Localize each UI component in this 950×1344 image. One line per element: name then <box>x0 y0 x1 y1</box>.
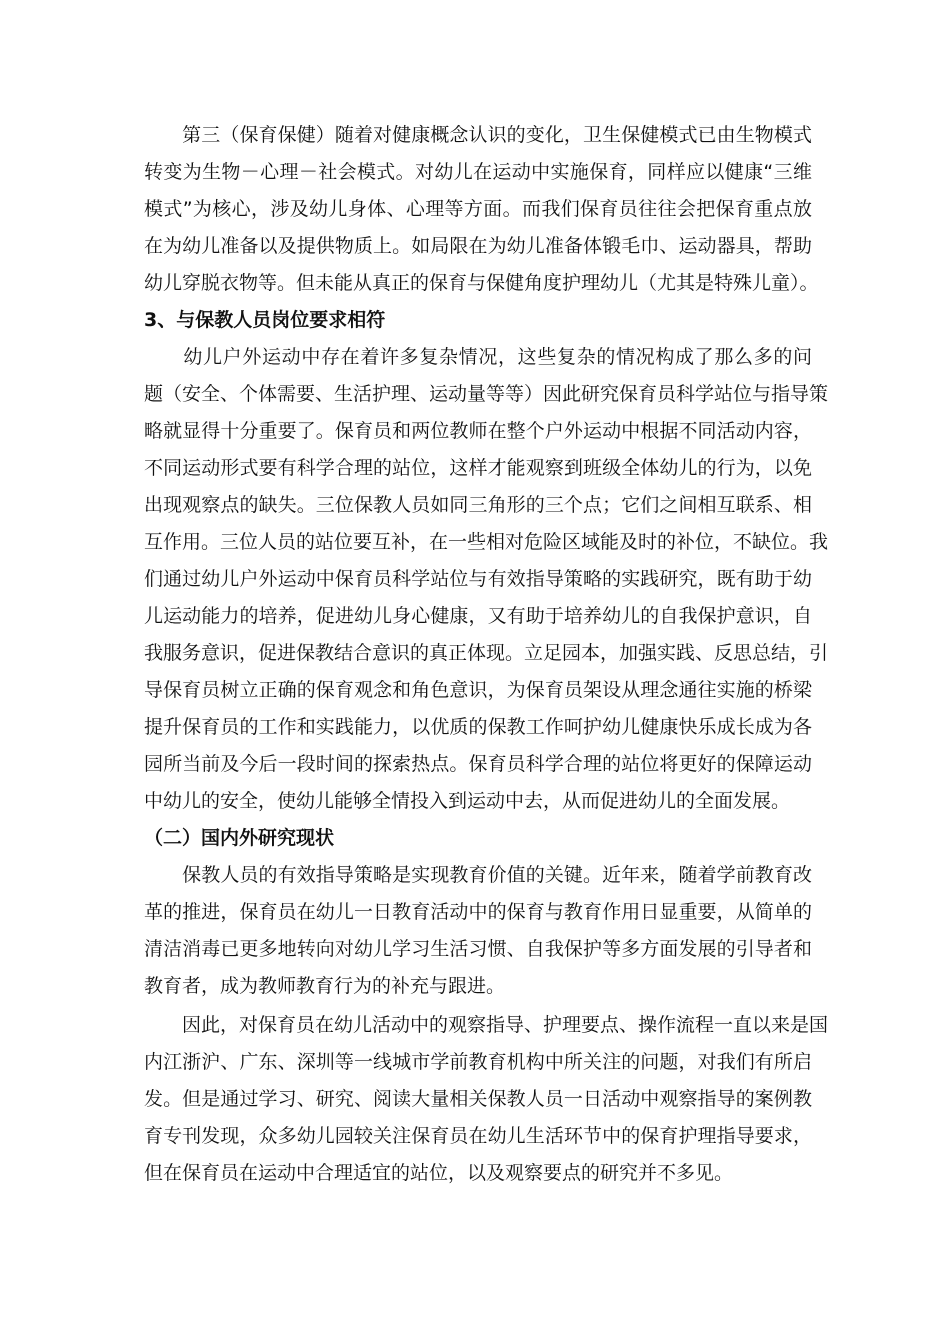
paragraph-line: 题（安全、个体需要、生活护理、运动量等等）因此研究保育员科学站位与指导策 <box>144 383 829 405</box>
paragraph-line: 发。但是通过学习、研究、阅读大量相关保教人员一日活动中观察指导的案例教 <box>144 1088 812 1110</box>
paragraph-line: 园所当前及今后一段时间的探索热点。保育员科学合理的站位将更好的保障运动 <box>144 753 812 775</box>
paragraph-line: 革的推进，保育员在幼儿一日教育活动中的保育与教育作用日显重要，从简单的 <box>144 901 812 923</box>
paragraph-line: 教育者，成为教师教育行为的补充与跟进。 <box>144 975 506 997</box>
paragraph-line: 转变为生物－心理－社会模式。对幼儿在运动中实施保育，同样应以健康“三维 <box>144 161 812 183</box>
paragraph-line: 第三（保育保健）随着对健康概念认识的变化，卫生保健模式已由生物模式 <box>144 124 812 146</box>
paragraph-line: 因此，对保育员在幼儿活动中的观察指导、护理要点、操作流程一直以来是国 <box>144 1014 829 1036</box>
paragraph-line: 们通过幼儿户外运动中保育员科学站位与有效指导策略的实践研究，既有助于幼 <box>144 568 812 590</box>
paragraph-line: 幼儿户外运动中存在着许多复杂情况，这些复杂的情况构成了那么多的问 <box>144 346 812 368</box>
paragraph-line: 在为幼儿准备以及提供物质上。如局限在为幼儿准备体锻毛巾、运动器具，帮助 <box>144 235 812 257</box>
paragraph-line: 出现观察点的缺失。三位保教人员如同三角形的三个点；它们之间相互联系、相 <box>144 494 812 516</box>
paragraph-line: 导保育员树立正确的保育观念和角色意识，为保育员架设从理念通往实施的桥梁 <box>144 679 812 701</box>
paragraph-line: 中幼儿的安全，使幼儿能够全情投入到运动中去，从而促进幼儿的全面发展。 <box>144 790 791 812</box>
paragraph-line: 幼儿穿脱衣物等。但未能从真正的保育与保健角度护理幼儿（尤其是特殊儿童）。 <box>144 272 819 294</box>
paragraph-line: 模式”为核心，涉及幼儿身体、心理等方面。而我们保育员往往会把保育重点放 <box>144 198 812 220</box>
paragraph-line: 内江浙沪、广东、深圳等一线城市学前教育机构中所关注的问题，对我们有所启 <box>144 1051 812 1073</box>
paragraph-line: 提升保育员的工作和实践能力，以优质的保教工作呵护幼儿健康快乐成长成为各 <box>144 716 812 738</box>
paragraph-line: 育专刊发现，众多幼儿园较关注保育员在幼儿生活环节中的保育护理指导要求， <box>144 1125 812 1147</box>
paragraph-line: 儿运动能力的培养，促进幼儿身心健康，又有助于培养幼儿的自我保护意识，自 <box>144 605 812 627</box>
paragraph-line: 保教人员的有效指导策略是实现教育价值的关键。近年来，随着学前教育改 <box>144 864 812 886</box>
paragraph-line: 清洁消毒已更多地转向对幼儿学习生活习惯、自我保护等多方面发展的引导者和 <box>144 938 812 960</box>
paragraph-line: 我服务意识，促进保教结合意识的真正体现。立足园本，加强实践、反思总结，引 <box>144 642 829 664</box>
section-heading: （二）国内外研究现状 <box>144 827 335 849</box>
paragraph-line: 但在保育员在运动中合理适宜的站位，以及观察要点的研究并不多见。 <box>144 1162 734 1184</box>
section-heading: 3、与保教人员岗位要求相符 <box>144 309 386 331</box>
paragraph-line: 略就显得十分重要了。保育员和两位教师在整个户外运动中根据不同活动内容， <box>144 420 812 442</box>
paragraph-line: 互作用。三位人员的站位要互补，在一些相对危险区域能及时的补位，不缺位。我 <box>144 531 829 553</box>
paragraph-line: 不同运动形式要有科学合理的站位，这样才能观察到班级全体幼儿的行为，以免 <box>144 457 812 479</box>
